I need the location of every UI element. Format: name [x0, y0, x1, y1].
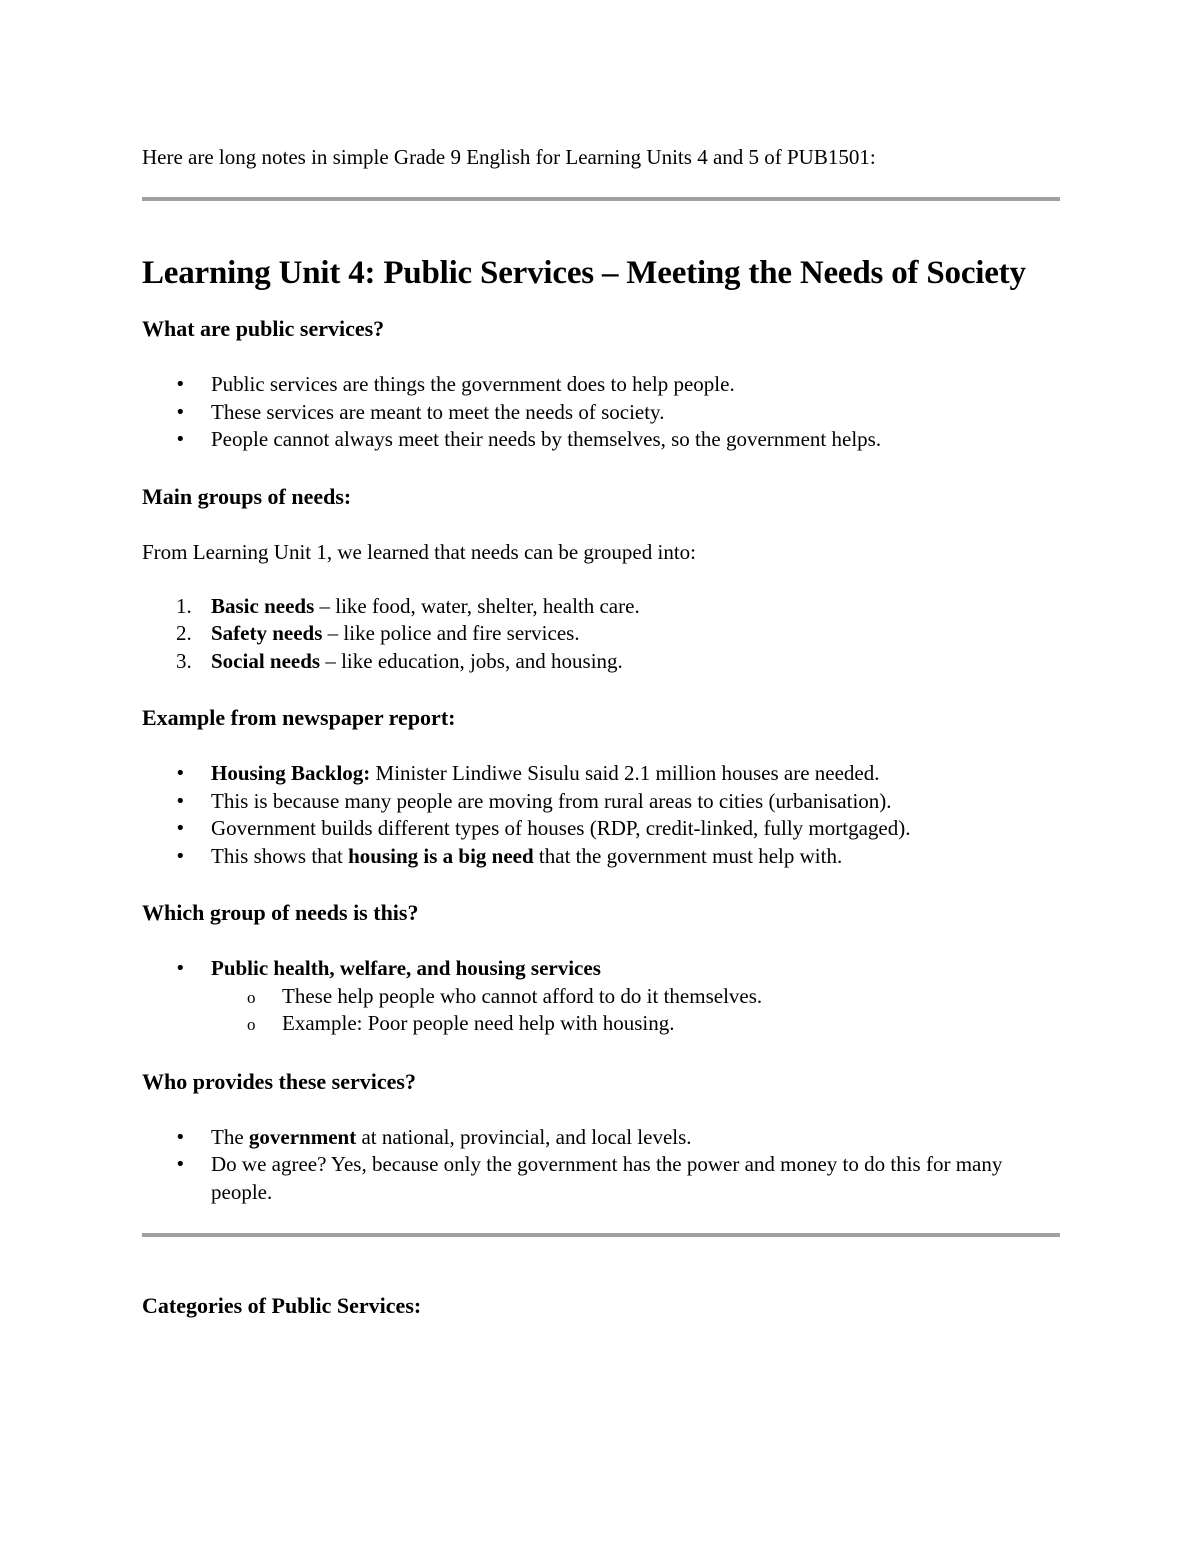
- list-item: • These services are meant to meet the needs of society.: [142, 399, 1060, 427]
- intro-paragraph: Here are long notes in simple Grade 9 English for Learning Units 4 and 5 of PUB1501:: [142, 145, 876, 169]
- bold-term: Public health, welfare, and housing services: [211, 956, 601, 980]
- list-number: 3.: [176, 648, 192, 673]
- list-item: [142, 620, 1060, 648]
- section-heading-categories: Categories of Public Services:: [142, 1293, 422, 1318]
- horizontal-rule: [142, 197, 1060, 201]
- list-item: [142, 1124, 1060, 1152]
- who-bullet-list: [142, 1124, 1060, 1207]
- list-item: • Do we agree? Yes, because only the government has the power and money to do this for many people.: [142, 1151, 1060, 1206]
- list-item: [142, 955, 1060, 983]
- list-text: These help people who cannot afford to do it themselves.: [282, 983, 763, 1008]
- list-text: at national, provincial, and local levels.: [356, 1124, 692, 1149]
- sub-list-item: [142, 1010, 1060, 1038]
- list-number: 1.: [176, 593, 192, 618]
- need-description: – like police and fire services.: [322, 621, 580, 645]
- need-description: – like food, water, shelter, health care.: [314, 593, 640, 618]
- sub-bullet-marker: o: [247, 987, 256, 1007]
- list-text: Minister Lindiwe Sisulu said 2.1 million houses are needed.: [370, 761, 880, 785]
- needs-numbered-list: [142, 593, 1060, 676]
- which-sub-list: [142, 983, 1060, 1038]
- groups-intro: From Learning Unit 1, we learned that needs can be grouped into:: [142, 539, 696, 564]
- bold-term: Housing Backlog:: [211, 761, 371, 785]
- need-term: Safety needs: [211, 621, 323, 645]
- list-text: Example: Poor people need help with housing.: [282, 1011, 675, 1035]
- list-item: [142, 760, 1060, 788]
- bold-term: government: [248, 1124, 357, 1149]
- section-heading-which: Which group of needs is this?: [142, 900, 419, 925]
- list-item: [142, 593, 1060, 621]
- list-item: • Public services are things the government does to help people.: [142, 371, 1060, 399]
- section-heading-example: Example from newspaper report:: [142, 705, 456, 730]
- list-text: The: [211, 1124, 249, 1149]
- which-bullet-list: [142, 955, 1060, 983]
- section-heading-who: Who provides these services?: [142, 1068, 416, 1094]
- list-item: • This is because many people are moving from rural areas to cities (urbanisation).: [142, 788, 1060, 816]
- sub-list-item: [142, 983, 1060, 1011]
- list-item: • Government builds different types of houses (RDP, credit-linked, fully mortgaged).: [142, 815, 1060, 843]
- list-item: • People cannot always meet their needs by themselves, so the government helps.: [142, 426, 1060, 454]
- list-text: that the government must help with.: [533, 843, 843, 868]
- section-heading-groups: Main groups of needs:: [142, 483, 352, 509]
- what-bullet-list: [142, 371, 1060, 454]
- horizontal-rule: [142, 1233, 1060, 1237]
- need-term: Social needs: [211, 648, 321, 673]
- list-number: 2.: [176, 621, 192, 645]
- sub-bullet-marker: o: [247, 1015, 256, 1034]
- document-content: [142, 138, 1060, 1320]
- need-description: – like education, jobs, and housing.: [320, 648, 623, 673]
- list-text: This shows that: [211, 843, 349, 868]
- section-heading-what: What are public services?: [142, 316, 385, 341]
- unit-title: Learning Unit 4: Public Services – Meeting the Needs of Society: [142, 255, 1026, 291]
- list-item: [142, 648, 1060, 676]
- bold-term: housing is a big need: [348, 843, 534, 868]
- list-item: [142, 843, 1060, 871]
- example-bullet-list: [142, 760, 1060, 870]
- need-term: Basic needs: [211, 593, 315, 618]
